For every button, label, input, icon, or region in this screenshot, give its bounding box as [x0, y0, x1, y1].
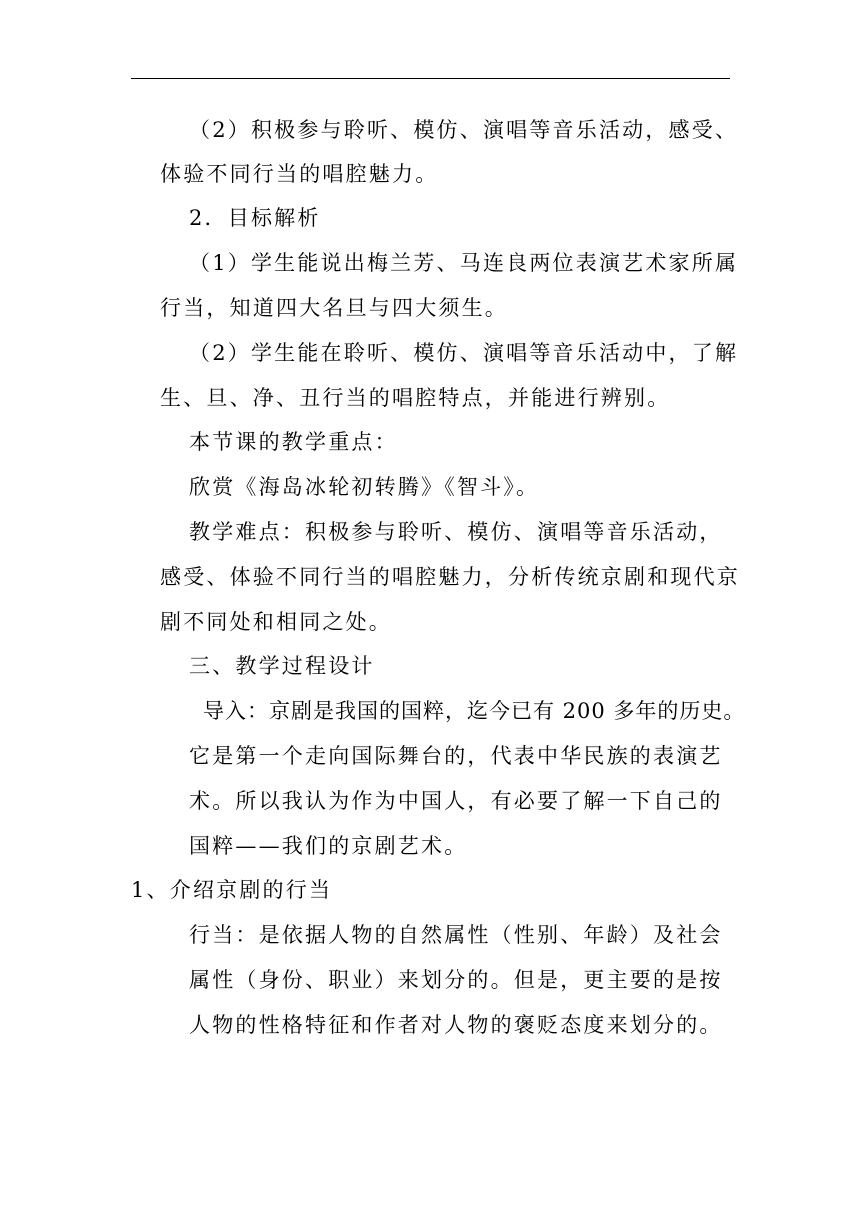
text-line: 欣赏《海岛冰轮初转腾》《智斗》。: [189, 475, 540, 499]
text-line: 体验不同行当的唱腔魅力。: [160, 162, 439, 186]
header-rule: [131, 78, 730, 79]
text-line: （2）积极参与聆听、模仿、演唱等音乐活动，感受、: [189, 118, 739, 142]
text-line: 感受、体验不同行当的唱腔魅力，分析传统京剧和现代京: [160, 565, 740, 589]
text-line: 行当，知道四大名旦与四大须生。: [160, 296, 508, 320]
text-line: 导入：京剧是我国的国粹，迄今已有 200 多年的历史。: [203, 699, 746, 723]
text-line: 属性（身份、职业）来划分的。但是，更主要的是按: [189, 968, 723, 992]
text-line: 剧不同处和相同之处。: [160, 610, 392, 634]
text-line: 教学难点：积极参与聆听、模仿、演唱等音乐活动，: [189, 520, 723, 544]
text-line: 它是第一个走向国际舞台的，代表中华民族的表演艺: [189, 744, 723, 768]
text-line: （2）学生能在聆听、模仿、演唱等音乐活动中，了解: [189, 341, 739, 365]
text-line: 人物的性格特征和作者对人物的褒贬态度来划分的。: [189, 1013, 723, 1037]
section-heading: 三、教学过程设计: [189, 654, 375, 678]
text-line: 行当：是依据人物的自然属性（性别、年龄）及社会: [189, 923, 723, 947]
text-line: 术。所以我认为作为中国人，有必要了解一下自己的: [189, 789, 723, 813]
text-line: 本节课的教学重点：: [189, 430, 398, 454]
text-line: 国粹——我们的京剧艺术。: [189, 834, 468, 858]
text-line: （1）学生能说出梅兰芳、马连良两位表演艺术家所属: [189, 251, 739, 275]
text-line: 生、旦、净、丑行当的唱腔特点，并能进行辨别。: [160, 386, 671, 410]
section-heading: 1、介绍京剧的行当: [131, 878, 333, 902]
section-heading: 2．目标解析: [189, 206, 321, 230]
